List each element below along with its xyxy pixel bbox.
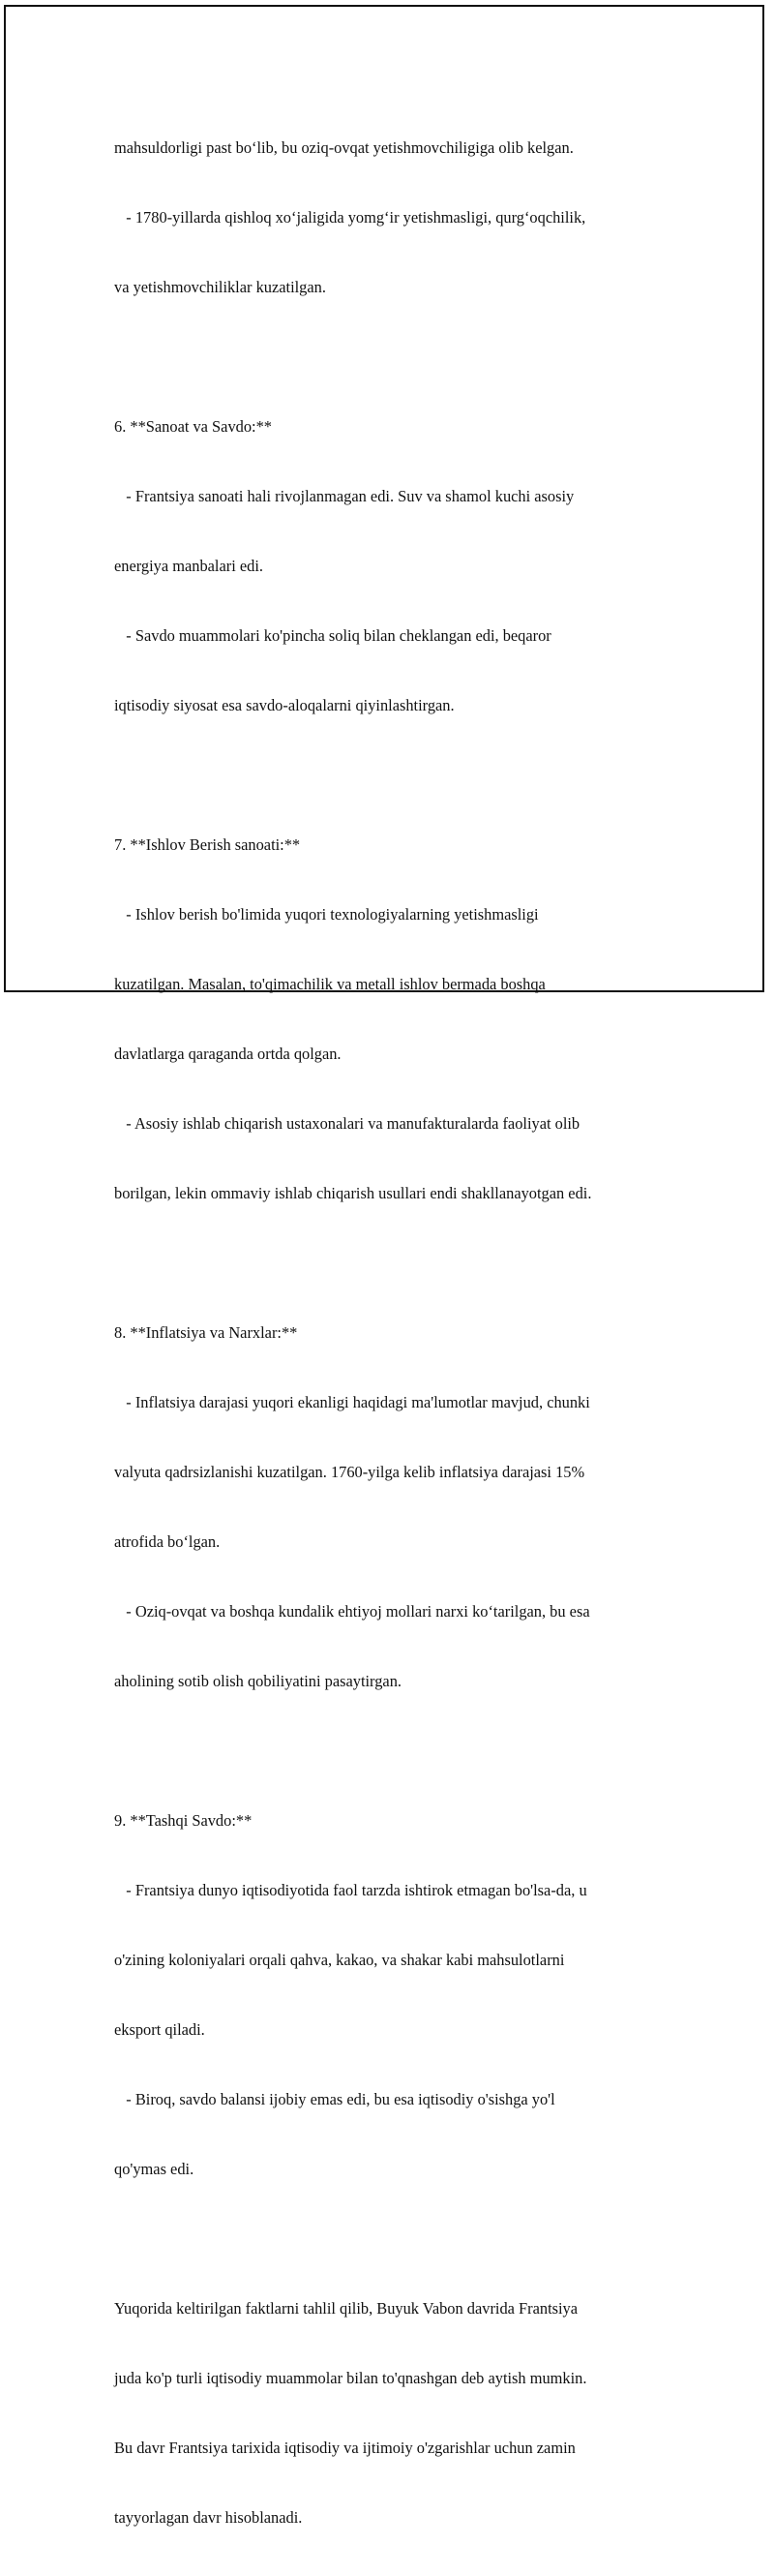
paragraph-agriculture-continued <box>114 90 666 346</box>
text-line: - 1780-yillarda qishloq xo‘jaligida yomg‘ir yetishmasligi, qurg‘oqchilik, <box>114 208 586 227</box>
text-line: mahsuldorligi past bo‘lib, bu oziq-ovqat yetishmovchiligiga olib kelgan. <box>114 138 574 157</box>
text-line: kuzatilgan. Masalan, to'qimachilik va metall ishlov bermada boshqa <box>114 975 546 993</box>
text-line: eksport qiladi. <box>114 2020 205 2039</box>
conclusion-paragraph <box>114 2251 666 2576</box>
text-line: qo'ymas edi. <box>114 2160 194 2178</box>
paragraph-gap <box>114 764 666 787</box>
paragraph-gap <box>114 2227 666 2251</box>
text-line: tayyorlagan davr hisoblanadi. <box>114 2508 303 2527</box>
section-heading: 7. **Ishlov Berish sanoati:** <box>114 835 301 854</box>
text-line: o'zining koloniyalari orqali qahva, kakao, va shakar kabi mahsulotlarni <box>114 1951 565 1969</box>
text-line: - Biroq, savdo balansi ijobiy emas edi, bu esa iqtisodiy o'sishga yo'l <box>114 2090 555 2108</box>
paragraph-gap <box>114 1252 666 1275</box>
section-6-industry-trade <box>114 369 666 764</box>
text-line: - Ishlov berish bo'limida yuqori texnologiyalarning yetishmasligi <box>114 905 539 924</box>
text-line: - Inflatsiya darajasi yuqori ekanligi haqidagi ma'lumotlar mavjud, chunki <box>114 1393 590 1411</box>
text-line: - Savdo muammolari ko'pincha soliq bilan cheklangan edi, beqaror <box>114 626 551 645</box>
text-line: atrofida bo‘lgan. <box>114 1532 221 1551</box>
text-line: aholining sotib olish qobiliyatini pasaytirgan. <box>114 1672 402 1690</box>
text-line: energiya manbalari edi. <box>114 557 263 575</box>
text-line: - Frantsiya dunyo iqtisodiyotida faol tarzda ishtirok etmagan bo'lsa-da, u <box>114 1881 587 1899</box>
section-heading: 9. **Tashqi Savdo:** <box>114 1811 253 1830</box>
paragraph-gap <box>114 346 666 369</box>
text-line: - Asosiy ishlab chiqarish ustaxonalari va manufakturalarda faoliyat olib <box>114 1114 580 1133</box>
document-body <box>114 90 666 2576</box>
section-7-processing-industry <box>114 787 666 1252</box>
section-8-inflation-prices <box>114 1275 666 1740</box>
text-line: - Frantsiya sanoati hali rivojlanmagan edi. Suv va shamol kuchi asosiy <box>114 487 575 505</box>
text-line: Bu davr Frantsiya tarixida iqtisodiy va ijtimoiy o'zgarishlar uchun zamin <box>114 2439 576 2457</box>
section-heading: 8. **Inflatsiya va Narxlar:** <box>114 1323 298 1342</box>
section-heading: 6. **Sanoat va Savdo:** <box>114 417 272 436</box>
text-line: iqtisodiy siyosat esa savdo-aloqalarni qiyinlashtirgan. <box>114 696 455 714</box>
text-line: - Oziq-ovqat va boshqa kundalik ehtiyoj mollari narxi ko‘tarilgan, bu esa <box>114 1602 590 1621</box>
paragraph-gap <box>114 1740 666 1763</box>
text-line: valyuta qadrsizlanishi kuzatilgan. 1760-yilga kelib inflatsiya darajasi 15% <box>114 1463 585 1481</box>
text-line: va yetishmovchiliklar kuzatilgan. <box>114 278 326 296</box>
text-line: davlatlarga qaraganda ortda qolgan. <box>114 1045 342 1063</box>
text-line: Yuqorida keltirilgan faktlarni tahlil qilib, Buyuk Vabon davrida Frantsiya <box>114 2299 579 2318</box>
text-line: borilgan, lekin ommaviy ishlab chiqarish usullari endi shakllanayotgan edi. <box>114 1184 592 1202</box>
text-line: juda ko'p turli iqtisodiy muammolar bilan to'qnashgan deb aytish mumkin. <box>114 2369 587 2387</box>
section-9-foreign-trade <box>114 1763 666 2227</box>
